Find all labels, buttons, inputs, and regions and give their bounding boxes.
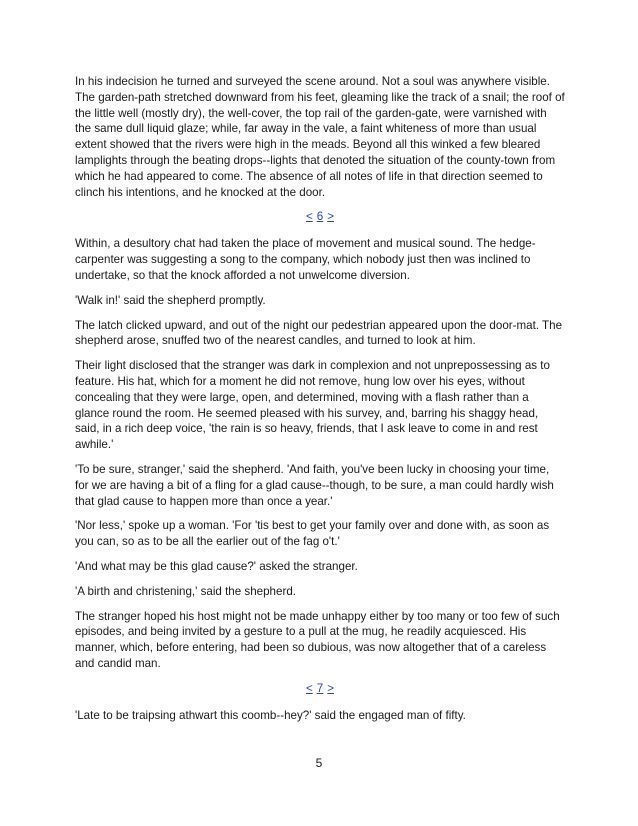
paragraph: 'A birth and christening,' said the shepherd.	[75, 584, 296, 598]
paragraph: 'To be sure, stranger,' said the shepherd. 'And faith, you've been lucky in choosing your time, for we are having a bit of a fling for a glad cause--though, to be sure, a man could hardly wish that glad cause to happen more than once a year.'	[75, 462, 554, 508]
page-content	[75, 74, 565, 724]
chapter-number-link[interactable]: 6	[316, 210, 324, 224]
paragraph: 'And what may be this glad cause?' asked the stranger.	[75, 559, 358, 573]
paragraph: 'Late to be traipsing athwart this coomb--hey?' said the engaged man of fifty.	[75, 708, 466, 722]
paragraph: 'Nor less,' spoke up a woman. 'For 'tis best to get your family over and done with, as soon as you can, so as to be all the earlier out of the fag o't.'	[75, 519, 550, 549]
next-link[interactable]: >	[327, 210, 334, 224]
paragraph: Within, a desultory chat had taken the place of movement and musical sound. The hedge-carpenter was suggesting a song to the company, which nobody just then was inclined to undertake, so that the knock afforded a not unwelcome diversion.	[75, 237, 536, 282]
paragraph: The latch clicked upward, and out of the night our pedestrian appeared upon the door-mat. The shepherd arose, snuffed two of the nearest candles, and turned to look at him.	[75, 318, 563, 348]
next-link[interactable]: >	[327, 681, 334, 695]
chapter-nav	[75, 209, 565, 224]
page-number: 5	[315, 756, 323, 770]
paragraph: In his indecision he turned and surveyed the scene around. Not a soul was anywhere visible. The garden-path stretched downward from his feet, gleaming like the track of a snail; the roof of the little well (mostly dry), the well-cover, the top rail of the garden-gate, were varnished with the same dull liquid glaze; while, far away in the vale, a faint whiteness of more than usual extent showed that the rivers were high in the meads. Beyond all this winked a few bleared lamplights through the beating drops--lights that denoted the situation of the county-town from which he had appeared to come. The absence of all notes of life in that direction seemed to clinch his intentions, and he knocked at the door.	[75, 75, 565, 199]
chapter-nav	[75, 681, 565, 696]
prev-link[interactable]: <	[305, 210, 313, 224]
paragraph: 'Walk in!' said the shepherd promptly.	[75, 293, 266, 307]
prev-link[interactable]: <	[305, 681, 313, 695]
paragraph: Their light disclosed that the stranger was dark in complexion and not unprepossessing as to feature. His hat, which for a moment he did not remove, hung low over his eyes, without concealing that they were large, open, and determined, moving with a flash rather than a glance round the room. He seemed pleased with his survey, and, barring his shaggy head, said, in a rich deep voice, 'the rain is so heavy, friends, that I ask leave to come in and rest awhile.'	[75, 359, 550, 452]
chapter-number-link[interactable]: 7	[316, 681, 324, 695]
paragraph: The stranger hoped his host might not be made unhappy either by too many or too few of such episodes, and being invited by a gesture to a pull at the mug, he readily acquiesced. His manner, which, before entering, had been so dubious, was now altogether that of a careless and candid man.	[75, 609, 560, 670]
